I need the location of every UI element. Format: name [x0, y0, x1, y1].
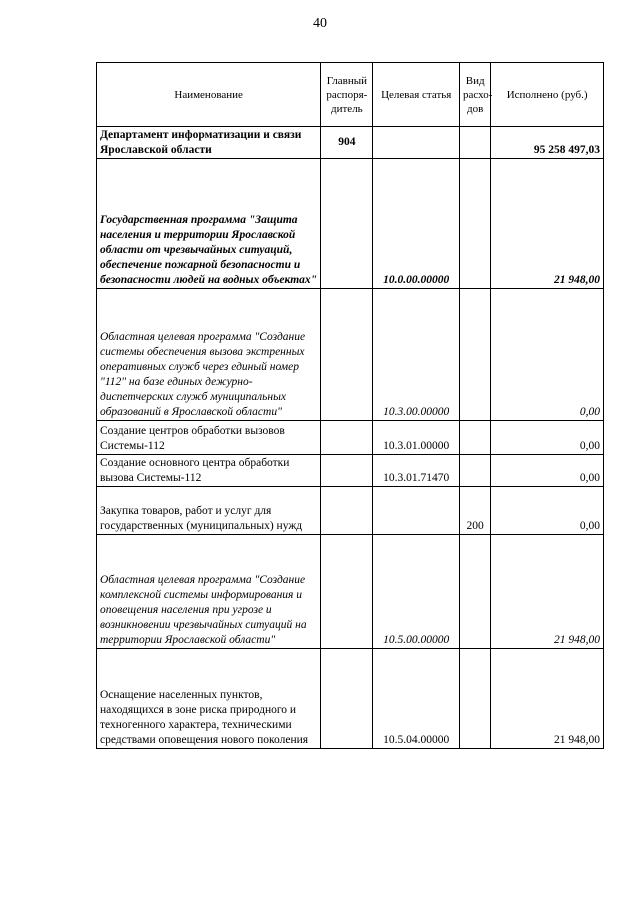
- row-grbs: [321, 289, 373, 421]
- row-target-article: 10.0.00.00000: [373, 159, 460, 289]
- table-header-row: [97, 63, 604, 127]
- table-row: [97, 127, 604, 159]
- row-name: Областная целевая программа "Создание системы обеспечения вызова экстренных оперативных служб через единый номер "112" на базе единых дежурно-диспетчерских служб муниципальных образований в Ярославской области": [97, 289, 321, 421]
- row-target-article: 10.5.04.00000: [373, 649, 460, 749]
- row-executed: 0,00: [491, 289, 604, 421]
- row-target-article: 10.5.00.00000: [373, 535, 460, 649]
- row-expense-type: [460, 127, 491, 159]
- row-grbs: [321, 535, 373, 649]
- header-target-article: Целевая статья: [373, 63, 460, 127]
- row-name: Закупка товаров, работ и услуг для государственных (муниципальных) нужд: [97, 487, 321, 535]
- table-row: [97, 535, 604, 649]
- table-row: [97, 159, 604, 289]
- row-expense-type: [460, 535, 491, 649]
- row-grbs: [321, 649, 373, 749]
- row-executed: 0,00: [491, 487, 604, 535]
- row-executed: 95 258 497,03: [491, 127, 604, 159]
- row-executed: 21 948,00: [491, 535, 604, 649]
- row-expense-type: [460, 421, 491, 455]
- row-expense-type: [460, 455, 491, 487]
- row-executed: 21 948,00: [491, 649, 604, 749]
- row-name: Оснащение населенных пунктов, находящихся в зоне риска природного и техногенного характера, техническими средствами оповещения нового поколения: [97, 649, 321, 749]
- row-expense-type: [460, 649, 491, 749]
- header-expense-type: Вид расхо-дов: [460, 63, 491, 127]
- row-grbs: [321, 455, 373, 487]
- row-target-article: 10.3.01.00000: [373, 421, 460, 455]
- row-executed: 0,00: [491, 421, 604, 455]
- row-grbs: 904: [321, 127, 373, 159]
- row-target-article: [373, 487, 460, 535]
- header-name: Наименование: [97, 63, 321, 127]
- row-executed: 21 948,00: [491, 159, 604, 289]
- header-chief-manager: Главный распоря-дитель: [321, 63, 373, 127]
- row-executed: 0,00: [491, 455, 604, 487]
- row-target-article: [373, 127, 460, 159]
- table-row: [97, 455, 604, 487]
- table-row: [97, 421, 604, 455]
- row-expense-type: [460, 289, 491, 421]
- expenditure-table: [96, 62, 604, 749]
- table-row: [97, 487, 604, 535]
- row-name: Создание центров обработки вызовов Системы-112: [97, 421, 321, 455]
- row-name: Государственная программа "Защита населения и территории Ярославской области от чрезвычайных ситуаций, обеспечение пожарной безопасности и безопасности людей на водных объектах": [97, 159, 321, 289]
- table-row: [97, 649, 604, 749]
- row-expense-type: [460, 159, 491, 289]
- row-grbs: [321, 421, 373, 455]
- header-executed: Исполнено (руб.): [491, 63, 604, 127]
- page-number: 40: [313, 16, 327, 31]
- row-name: Областная целевая программа "Создание комплексной системы информирования и оповещения населения при угрозе и возникновении чрезвычайных ситуаций на территории Ярославской области": [97, 535, 321, 649]
- row-grbs: [321, 159, 373, 289]
- table-row: [97, 289, 604, 421]
- row-grbs: [321, 487, 373, 535]
- row-expense-type: 200: [460, 487, 491, 535]
- row-name: Создание основного центра обработки вызова Системы-112: [97, 455, 321, 487]
- row-target-article: 10.3.01.71470: [373, 455, 460, 487]
- row-target-article: 10.3.00.00000: [373, 289, 460, 421]
- row-name: Департамент информатизации и связи Ярославской области: [97, 127, 321, 159]
